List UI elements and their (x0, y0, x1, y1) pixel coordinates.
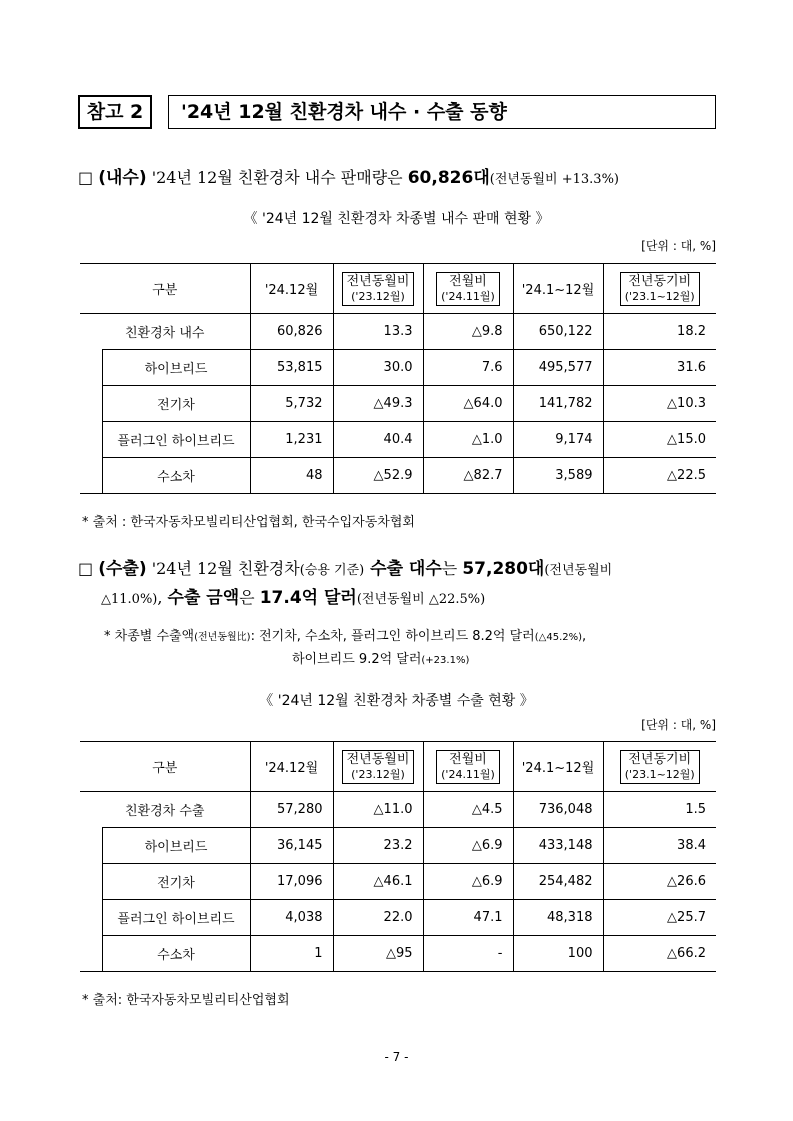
table-header-row (80, 742, 716, 792)
header-mom: 전월비 ('24.11월) (423, 742, 513, 792)
page-number: - 7 - (384, 1050, 409, 1064)
header-ytd: '24.1~12월 (513, 742, 603, 792)
table-row: 하이브리드 36,145 23.2 △6.9 433,148 38.4 (80, 828, 716, 864)
page-title: '24년 12월 친환경차 내수 · 수출 동향 (168, 95, 716, 129)
export-unit: [단위 : 대, %] (641, 718, 716, 732)
domestic-source: * 출처 : 한국자동차모빌리티산업협회, 한국수입자동차협회 (82, 515, 415, 530)
export-note-line2: 하이브리드 9.2억 달러(+23.1%) (292, 652, 470, 667)
domestic-text: '24년 12월 친환경차 내수 판매량은 (146, 168, 408, 187)
export-volume: 57,280대 (462, 559, 545, 579)
table-row: 수소차 48 △52.9 △82.7 3,589 △22.5 (80, 458, 716, 494)
table-row: 전기차 5,732 △49.3 △64.0 141,782 △10.3 (80, 386, 716, 422)
header-ytd-yoy: 전년동기비 ('23.1~12월) (603, 264, 716, 314)
header-ytd: '24.1~12월 (513, 264, 603, 314)
bullet-checkbox: □ (78, 559, 94, 578)
domestic-unit: [단위 : 대, %] (641, 239, 716, 253)
export-table-caption: 《 '24년 12월 친환경차 차종별 수출 현황 》 (259, 693, 534, 709)
header-yoy: 전년동월비 ('23.12월) (333, 264, 423, 314)
export-source: * 출처: 한국자동차모빌리티산업협회 (82, 993, 290, 1008)
bullet-checkbox: □ (78, 168, 94, 187)
table-header-row (80, 264, 716, 314)
header-category: 구분 (80, 264, 250, 314)
export-amount: 17.4억 달러 (259, 588, 357, 608)
reference-tag: 참고 2 (78, 95, 152, 129)
domestic-change: (전년동월비 +13.3%) (489, 172, 620, 187)
table-row: 친환경차 내수 60,826 13.3 △9.8 650,122 18.2 (80, 314, 716, 350)
export-label: (수출) (98, 559, 147, 579)
domestic-summary (78, 163, 619, 188)
header-month: '24.12월 (250, 742, 333, 792)
table-row: 수소차 1 △95 - 100 △66.2 (80, 936, 716, 972)
export-note-line1: * 차종별 수출액(전년동월比): 전기차, 수소차, 플러그인 하이브리드 8.2억 달러(△45.2%), (104, 629, 587, 644)
domestic-table (80, 263, 716, 494)
export-table (80, 741, 716, 972)
domestic-table-caption: 《 '24년 12월 친환경차 차종별 내수 판매 현황 》 (243, 211, 550, 227)
header-mom: 전월비 ('24.11월) (423, 264, 513, 314)
header-category: 구분 (80, 742, 250, 792)
header-month: '24.12월 (250, 264, 333, 314)
export-summary-line1: □ (수출) '24년 12월 친환경차(승용 기준) 수출 대수는 57,280대(전년동월비 (78, 559, 613, 579)
domestic-label: (내수) (98, 168, 147, 188)
header-ytd-yoy: 전년동기비 ('23.1~12월) (603, 742, 716, 792)
export-summary-line2: △11.0%), 수출 금액은 17.4억 달러(전년동월비 △22.5%) (101, 588, 486, 608)
domestic-value: 60,826대 (407, 168, 490, 188)
header-yoy: 전년동월비 ('23.12월) (333, 742, 423, 792)
table-row: 플러그인 하이브리드 1,231 40.4 △1.0 9,174 △15.0 (80, 422, 716, 458)
table-row: 하이브리드 53,815 30.0 7.6 495,577 31.6 (80, 350, 716, 386)
table-row: 플러그인 하이브리드 4,038 22.0 47.1 48,318 △25.7 (80, 900, 716, 936)
table-row: 전기차 17,096 △46.1 △6.9 254,482 △26.6 (80, 864, 716, 900)
table-row: 친환경차 수출 57,280 △11.0 △4.5 736,048 1.5 (80, 792, 716, 828)
